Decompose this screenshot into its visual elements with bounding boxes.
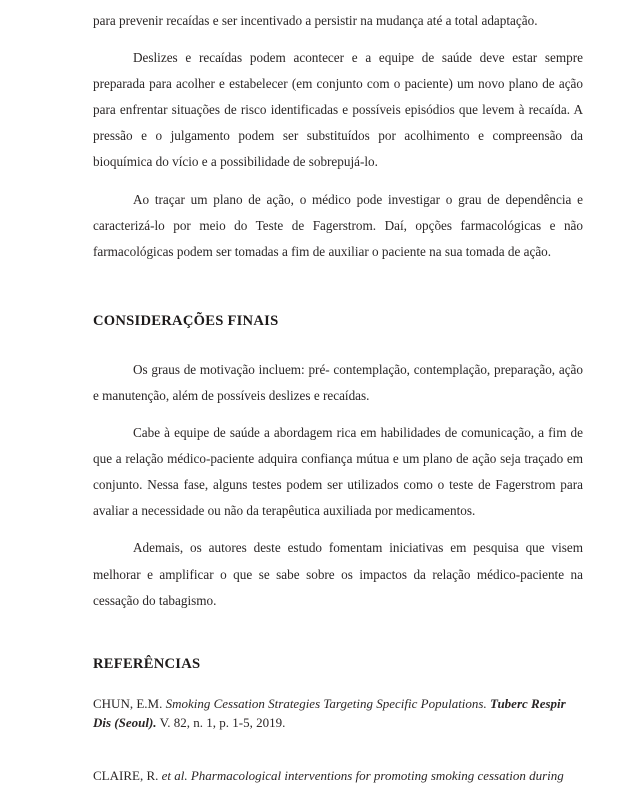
- paragraph-gap: [93, 34, 583, 45]
- post-references-heading-spacer: [93, 674, 583, 694]
- paragraph-gap: [93, 176, 583, 187]
- heading-referencias: REFERÊNCIAS: [93, 655, 201, 672]
- reference-title: Smoking Cessation Strategies Targeting Specific Populations.: [165, 695, 487, 711]
- pre-heading-spacer: [93, 265, 583, 311]
- top-spacer: [93, 0, 583, 8]
- reference-entry-claire: [93, 766, 583, 785]
- reference-author: CLAIRE, R.: [93, 768, 159, 784]
- reference-title: et al. Pharmacological interventions for promoting smoking cessation during: [161, 768, 564, 784]
- paragraph-equipe-saude: Cabe à equipe de saúde a abordagem rica em habilidades de comunicação, a fim de que a relação médico-paciente adquira confiança mútua e um plano de ação seja traçado em conjunto. Nessa fase, alguns testes podem ser utilizados como o teste de Fagerstrom para avaliar a necessidade ou não da terapêutica auxiliada por medicamentos.: [93, 425, 583, 519]
- pre-references-spacer: [93, 614, 583, 654]
- paragraph-continued: para prevenir recaídas e ser incentivado a persistir na mudança até a total adaptação.: [93, 13, 538, 28]
- paragraph-plano-de-acao: Ao traçar um plano de ação, o médico pode investigar o grau de dependência e caracterizá-lo por meio do Teste de Fagerstrom. Daí, opções farmacológicas e não farmacológicas podem ser tomadas a fim de auxiliar o paciente na sua tomada de ação.: [93, 191, 583, 259]
- post-heading-spacer: [93, 331, 583, 357]
- paragraph-ademais-autores: Ademais, os autores deste estudo fomentam iniciativas em pesquisa que visem melhorar e amplificar o que se sabe sobre os impactos da relação médico-paciente na cessação do tabagismo.: [93, 540, 583, 608]
- paragraph-gap: [93, 409, 583, 420]
- text-column: [93, 0, 583, 786]
- heading-consideracoes-finais: CONSIDERAÇÕES FINAIS: [93, 312, 279, 329]
- reference-entry-chun: [93, 694, 583, 733]
- reference-journal: Tuberc Respir Dis (Seoul).: [93, 695, 566, 730]
- paragraph-gap: [93, 524, 583, 535]
- paragraph-deslizes-recaidas: Deslizes e recaídas podem acontecer e a equipe de saúde deve estar sempre preparada para acolher e estabelecer (em conjunto com o paciente) um novo plano de ação para enfrentar situações de risco identificadas e possíveis episódios que levem à recaída. A pressão e o julgamento podem ser substituídos por acolhimento e compreensão da bioquímica do vício e a possibilidade de sobrepujá-lo.: [93, 50, 583, 170]
- reference-author: CHUN, E.M.: [93, 695, 163, 711]
- reference-gap: [93, 732, 583, 766]
- reference-details: V. 82, n. 1, p. 1-5, 2019.: [159, 714, 286, 730]
- paragraph-graus-motivacao: Os graus de motivação incluem: pré- contemplação, contemplação, preparação, ação e manutenção, além de possíveis deslizes e recaídas.: [93, 361, 583, 403]
